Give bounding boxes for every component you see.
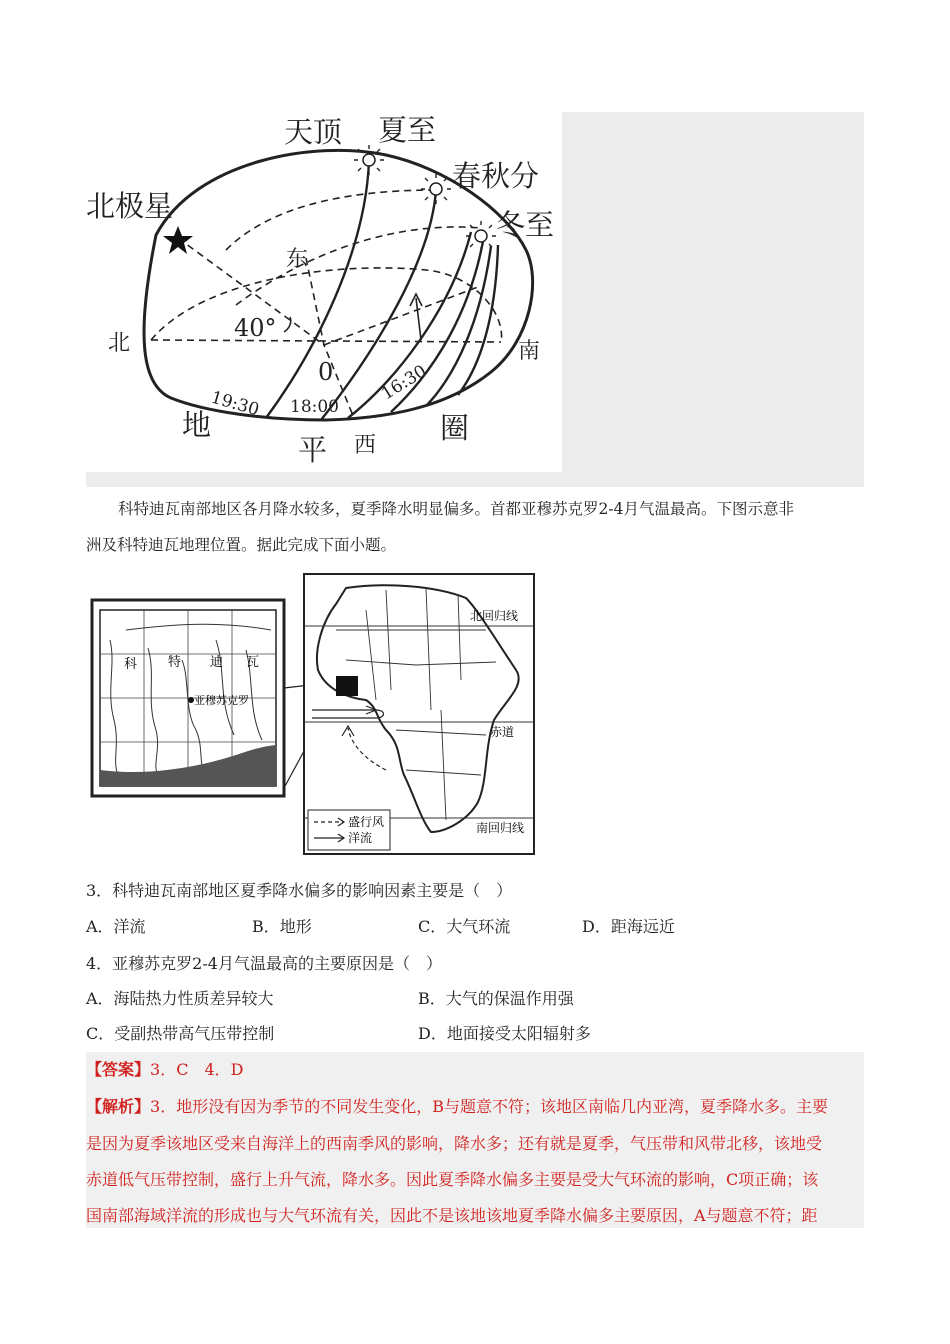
north-label: 北 [108,331,131,356]
equator-label: 赤道 [490,725,515,739]
analysis-line-1 [86,1094,864,1117]
time-1800-label: 18:00 [290,397,339,417]
east-label: 东 [286,247,309,272]
q4-option-c[interactable]: C．受副热带高气压带控制 [86,1024,275,1043]
time-1630-label: 16:30 [378,361,431,405]
answer-line [86,1057,864,1080]
answer-tag: 【答案】 [86,1060,151,1079]
analysis-line-2: 是因为夏季该地区受来自海洋上的西南季风的影响，降水多；还有就是夏季，气压带和风带北移，该地受 [86,1134,823,1153]
winter-solstice-label: 冬至 [496,208,555,242]
analysis-line-4: 国南部海域洋流的形成也与大气环流有关，因此不是该地该地夏季降水偏多主要原因，A与题意不符；距 [86,1206,818,1225]
q4-option-a[interactable]: A．海陆热力性质差异较大 [86,989,274,1008]
question-4-stem: 4．亚穆苏克罗2-4月气温最高的主要原因是（ ） [86,954,442,973]
q4-option-b[interactable]: B．大气的保温作用强 [418,989,574,1008]
capital-label: 亚穆苏克罗 [194,694,249,707]
answer-text: 3．C 4．D [150,1060,244,1079]
q3-option-c[interactable]: C．大气环流 [418,917,511,936]
angle-label: 40° [234,314,277,342]
south-label: 南 [518,339,541,364]
passage [86,491,864,563]
q3-option-b[interactable]: B．地形 [252,917,312,936]
equinox-label: 春秋分 [452,159,540,193]
tropic-capricorn-label: 南回归线 [476,821,525,835]
legend-current-label: 洋流 [348,831,373,845]
horizon-char-2: 平 [298,433,328,467]
zenith-label: 天顶 [284,115,343,149]
origin-label: 0 [318,358,334,386]
passage-line-2: 洲及科特迪瓦地理位置。据此完成下面小题。 [86,536,397,554]
inset-label-ke: 科 [124,657,138,672]
q3-option-d[interactable]: D．距海远近 [582,917,675,936]
q4-option-d[interactable]: D．地面接受太阳辐射多 [418,1024,591,1043]
horizon-char-1: 地 [182,408,212,442]
inset-label-wa: 瓦 [246,655,260,670]
time-1930-label: 19:30 [208,387,262,421]
inset-label-di: 迪 [210,655,224,670]
africa-map-figure [86,570,546,860]
question-3-stem: 3．科特迪瓦南部地区夏季降水偏多的影响因素主要是（ ） [86,881,513,900]
west-label: 西 [354,433,377,458]
inset-label-te: 特 [168,655,182,670]
summer-solstice-label: 夏至 [378,113,437,147]
tropic-cancer-label: 北回归线 [470,609,519,623]
sun-path-diagram [86,100,566,472]
analysis-text-1: 3．地形没有因为季节的不同发生变化，B与题意不符；该地区南临几内亚湾，夏季降水多。主要 [150,1097,828,1116]
q3-option-a[interactable]: A．洋流 [86,917,146,936]
analysis-tag: 【解析】 [86,1097,151,1116]
passage-line-1: 科特迪瓦南部地区各月降水较多，夏季降水明显偏多。首都亚穆苏克罗2-4月气温最高。下图示意非 [118,500,794,518]
horizon-char-3: 圈 [440,411,470,445]
analysis-line-3: 赤道低气压带控制，盛行上升气流，降水多。因此夏季降水偏多主要是受大气环流的影响，C项正确；该 [86,1170,819,1189]
polaris-label: 北极星 [86,189,174,223]
legend-wind-label: 盛行风 [348,815,385,829]
